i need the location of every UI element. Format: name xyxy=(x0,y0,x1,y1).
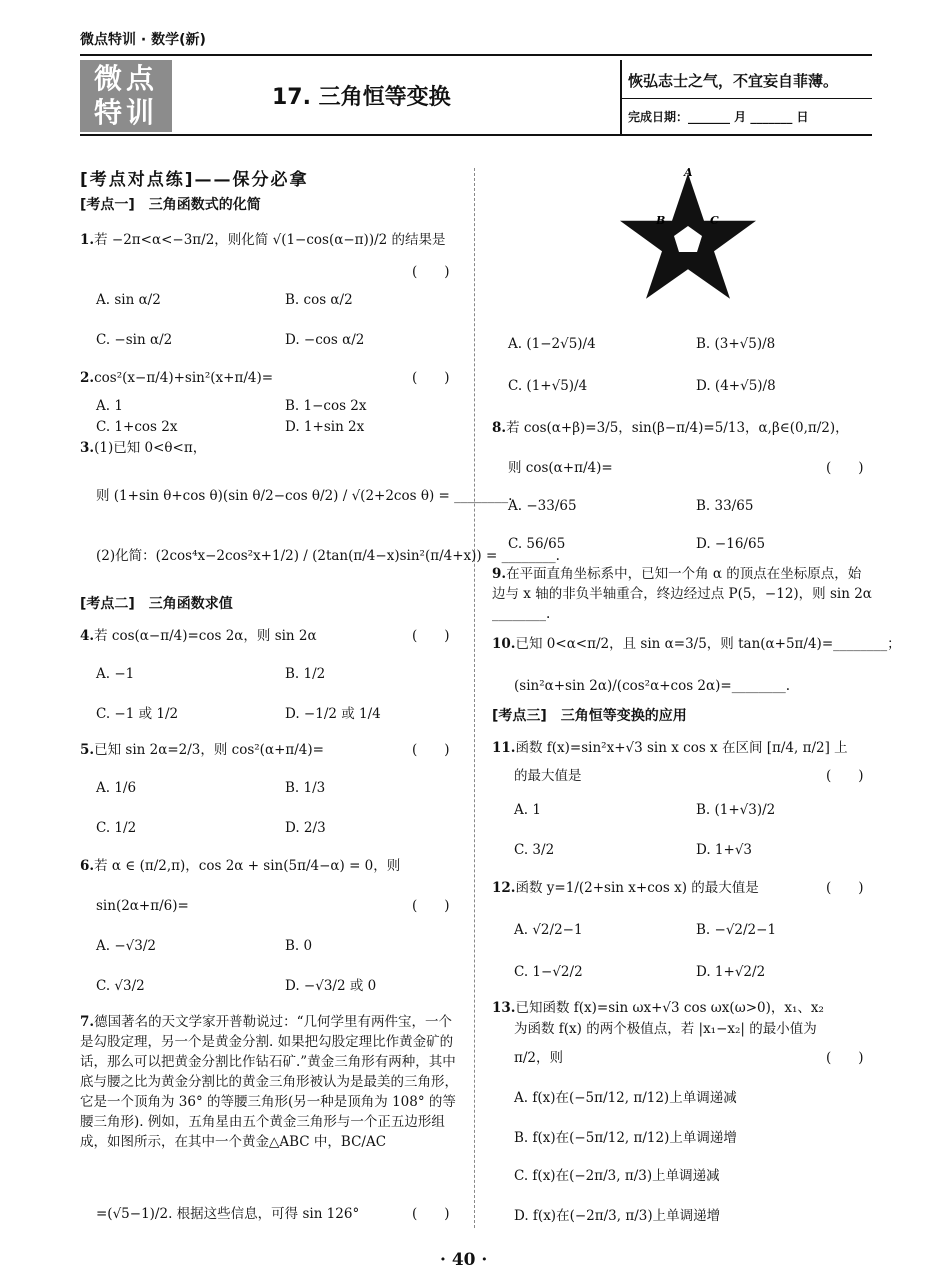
label-b: B xyxy=(656,214,666,227)
q5-option-d: D. 2/3 xyxy=(285,820,326,836)
q4-option-b: B. 1/2 xyxy=(285,666,326,682)
q2-option-a: A. 1 xyxy=(96,398,123,414)
q11-option-d: D. 1+√3 xyxy=(696,842,753,858)
question-2: 2.cos²(x−π/4)+sin²(x+π/4)= xyxy=(80,370,274,386)
q7-option-d: D. (4+√5)/8 xyxy=(696,378,776,394)
section-3-heading: [考点三] 三角恒等变换的应用 xyxy=(492,708,687,724)
question-13-line-2: 为函数 f(x) 的两个极值点，若 |x₁−x₂| 的最小值为 xyxy=(514,1021,817,1037)
question-3: 3.(1)已知 0<θ<π， xyxy=(80,440,207,456)
answer-paren-11: ( ) xyxy=(826,768,864,784)
q2-option-b: B. 1−cos 2x xyxy=(285,398,367,414)
q2-option-d: D. 1+sin 2x xyxy=(285,419,365,435)
q13-option-b: B. f(x)在(−5π/12, π/12)上单调递增 xyxy=(514,1130,737,1146)
question-9: 9.在平面直角坐标系中，已知一个角 α 的顶点在坐标原点，始边与 x 轴的非负半轴重合，终边经过点 P(5，−12)，则 sin 2α ________. xyxy=(492,566,872,622)
header-bottom-rule xyxy=(80,134,872,136)
column-divider xyxy=(474,168,475,1228)
q1-option-b: B. cos α/2 xyxy=(285,292,353,308)
q13-option-c: C. f(x)在(−2π/3, π/3)上单调递减 xyxy=(514,1168,720,1184)
q6-option-c: C. √3/2 xyxy=(96,978,145,994)
header-rule xyxy=(80,54,872,56)
q7-option-a: A. (1−2√5)/4 xyxy=(508,336,596,352)
q13-option-d: D. f(x)在(−2π/3, π/3)上单调递增 xyxy=(514,1208,721,1224)
question-3-part-2: (2)化简：(2cos⁴x−2cos²x+1/2) / (2tan(π/4−x)sin²(π/4+x)) = ________. xyxy=(96,548,560,564)
q12-option-b: B. −√2/2−1 xyxy=(696,922,777,938)
question-7-line-2: =(√5−1)/2. 根据这些信息，可得 sin 126° xyxy=(96,1206,360,1222)
q8-option-a: A. −33/65 xyxy=(508,498,577,514)
question-6-line-2: sin(2α+π/6)= xyxy=(96,898,189,914)
q6-option-d: D. −√3/2 或 0 xyxy=(285,978,377,994)
completion-date: 完成日期：_______ 月 _______ 日 xyxy=(628,110,809,124)
q12-option-a: A. √2/2−1 xyxy=(514,922,583,938)
question-8: 8.若 cos(α+β)=3/5，sin(β−π/4)=5/13，α,β∈(0,π/2)， xyxy=(492,420,849,436)
answer-paren-1: ( ) xyxy=(412,264,450,280)
q1-option-d: D. −cos α/2 xyxy=(285,332,365,348)
q7-option-b: B. (3+√5)/8 xyxy=(696,336,776,352)
lesson-title: 17. 三角恒等变换 xyxy=(272,85,451,110)
q5-option-c: C. 1/2 xyxy=(96,820,137,836)
q5-option-a: A. 1/6 xyxy=(96,780,137,796)
answer-paren-12: ( ) xyxy=(826,880,864,896)
question-5: 5.已知 sin 2α=2/3，则 cos²(α+π/4)= xyxy=(80,742,324,758)
q2-option-c: C. 1+cos 2x xyxy=(96,419,178,435)
question-1: 1.若 −2π<α<−3π/2，则化简 √(1−cos(α−π))/2 的结果是 xyxy=(80,232,446,248)
q6-option-a: A. −√3/2 xyxy=(96,938,156,954)
answer-paren-13: ( ) xyxy=(826,1050,864,1066)
q8-option-d: D. −16/65 xyxy=(696,536,766,552)
answer-paren-2: ( ) xyxy=(412,370,450,386)
question-11: 11.函数 f(x)=sin²x+√3 sin x cos x 在区间 [π/4, π/2] 上 xyxy=(492,740,848,756)
section-2-heading: [考点二] 三角函数求值 xyxy=(80,596,233,612)
motto: 恢弘志士之气，不宜妄自菲薄。 xyxy=(628,72,839,90)
question-3-part-1: 则 (1+sin θ+cos θ)(sin θ/2−cos θ/2) / √(2+2cos θ) = ________. xyxy=(96,488,513,504)
series-title: 微点特训 · 数学(新) xyxy=(80,32,206,48)
q4-option-d: D. −1/2 或 1/4 xyxy=(285,706,381,722)
section-main-heading: [考点对点练]——保分必拿 xyxy=(80,170,309,190)
motto-rule xyxy=(622,98,872,99)
q1-option-c: C. −sin α/2 xyxy=(96,332,173,348)
q11-option-c: C. 3/2 xyxy=(514,842,555,858)
q6-option-b: B. 0 xyxy=(285,938,313,954)
question-10-line-2: (sin²α+sin 2α)/(cos²α+cos 2α)=________. xyxy=(514,678,791,694)
page-number: · 40 · xyxy=(440,1250,488,1270)
question-4: 4.若 cos(α−π/4)=cos 2α，则 sin 2α xyxy=(80,628,317,644)
question-10: 10.已知 0<α<π/2，且 sin α=3/5，则 tan(α+5π/4)=________； xyxy=(492,636,901,652)
question-13-line-3: π/2，则 xyxy=(514,1050,564,1066)
logo-line-2: 特训 xyxy=(93,96,158,129)
answer-paren-6: ( ) xyxy=(412,898,450,914)
answer-paren-8: ( ) xyxy=(826,460,864,476)
pentagram-figure xyxy=(618,166,758,306)
question-12: 12.函数 y=1/(2+sin x+cos x) 的最大值是 xyxy=(492,880,759,896)
q4-option-c: C. −1 或 1/2 xyxy=(96,706,179,722)
label-a: A xyxy=(684,166,693,179)
question-7: 7.德国著名的天文学家开普勒说过：“几何学里有两件宝，一个是勾股定理，另一个是黄金分割. 如果把勾股定理比作黄金矿的话，那么可以把黄金分割比作钻石矿.”黄金三角形有两种，其中底与腰之比为黄金分割比的黄金三角形被认为是最美的三角形，它是一个顶角为 36° 的等腰三角形(另一种是顶角为 108° 的等腰三角形). 例如，五角星由五个黄金三角形与一个正五边形组成，如图所示，在其中一个黄金△ABC 中，BC/AC xyxy=(80,1014,458,1150)
q8-option-c: C. 56/65 xyxy=(508,536,566,552)
question-8-line-2: 则 cos(α+π/4)= xyxy=(508,460,613,476)
section-1-heading: [考点一] 三角函数式的化简 xyxy=(80,197,261,213)
brand-logo xyxy=(80,60,172,132)
q11-option-b: B. (1+√3)/2 xyxy=(696,802,776,818)
answer-paren-4: ( ) xyxy=(412,628,450,644)
logo-line-1: 微点 xyxy=(93,62,158,95)
q8-option-b: B. 33/65 xyxy=(696,498,754,514)
q12-option-c: C. 1−√2/2 xyxy=(514,964,583,980)
q4-option-a: A. −1 xyxy=(96,666,135,682)
q1-option-a: A. sin α/2 xyxy=(96,292,161,308)
question-13: 13.已知函数 f(x)=sin ωx+√3 cos ωx(ω>0)，x₁、x₂ xyxy=(492,1000,824,1016)
q5-option-b: B. 1/3 xyxy=(285,780,326,796)
answer-paren-5: ( ) xyxy=(412,742,450,758)
question-11-line-2: 的最大值是 xyxy=(514,768,582,784)
q12-option-d: D. 1+√2/2 xyxy=(696,964,766,980)
label-c: C xyxy=(710,214,719,227)
answer-paren-7: ( ) xyxy=(412,1206,450,1222)
question-6: 6.若 α ∈ (π/2,π)，cos 2α + sin(5π/4−α) = 0，则 xyxy=(80,858,401,874)
q7-option-c: C. (1+√5)/4 xyxy=(508,378,588,394)
q13-option-a: A. f(x)在(−5π/12, π/12)上单调递减 xyxy=(514,1090,737,1106)
q11-option-a: A. 1 xyxy=(514,802,541,818)
